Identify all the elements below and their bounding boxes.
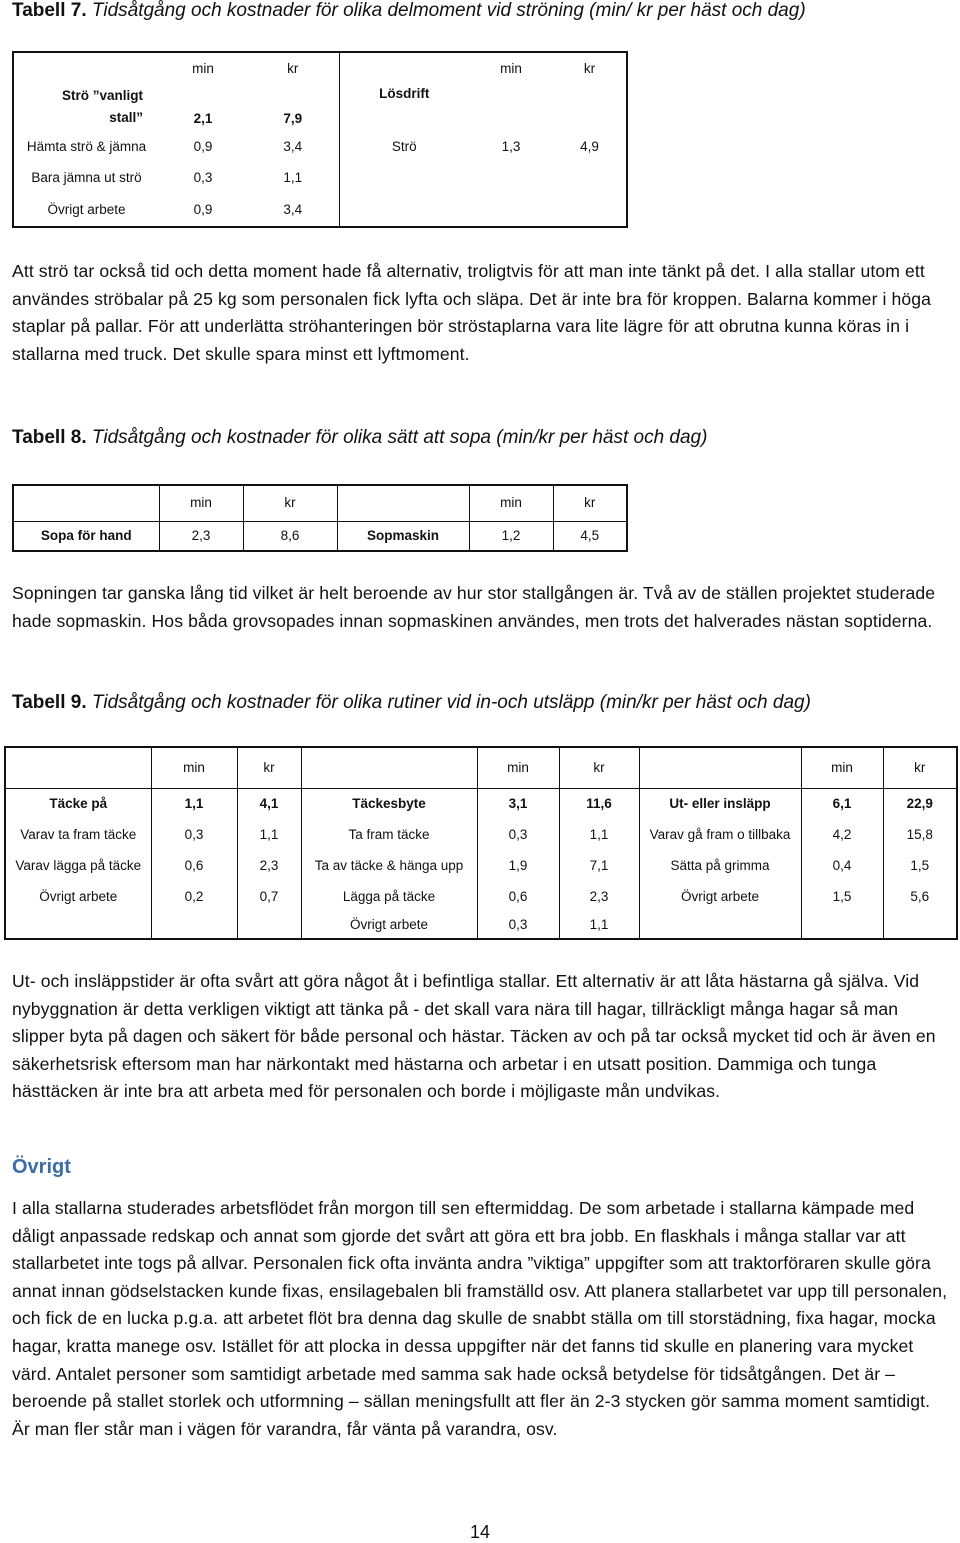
paragraph-3-text: Ut- och insläppstider är ofta svårt att göra något åt i befintliga stallar. Ett alternativ är att låta hästarna gå själva. Vid nybyggnation är detta verkligen viktigt att tänka på - det skall vara nära till hagar, tillräckligt många hagar så man slipper byta på dagen och säkert för både personal och hästar. Täcken av och på tar också mycket tid och är även en säkerhetsrisk eftersom man har närkontakt med hästarna och arbetar i en utsatt position. Dammiga och tunga hästtäcken är inte bra att arbeta med för personalen och borde i möjligaste mån undvikas. [12, 971, 936, 1102]
t9-header-kr: kr [883, 747, 957, 788]
table7-caption-number: Tabell 7. [12, 0, 87, 21]
t9-cell-min: 0,3 [477, 912, 559, 939]
table9-caption-number: Tabell 9. [12, 692, 87, 713]
t7-stall-title-line1: Strö ”vanligt [61, 88, 143, 104]
t9-cell-kr: 1,1 [237, 819, 301, 850]
t9-cell-min: 6,1 [801, 788, 883, 819]
t9-cell-min: 3,1 [477, 788, 559, 819]
paragraph-4 [12, 1195, 948, 1443]
t9-cell-label: Lägga på täcke [301, 881, 477, 912]
t8-header-min: min [159, 485, 243, 521]
t9-cell-kr: 5,6 [910, 888, 930, 904]
t9-tackesbyte: Täckesbyte [301, 788, 477, 819]
paragraph-3 [12, 968, 948, 1106]
t9-cell-min: 0,4 [801, 850, 883, 881]
t9-cell-min: 0,6 [477, 881, 559, 912]
section-heading: Övrigt [12, 1156, 71, 1178]
t9-cell-min: 1,5 [801, 881, 883, 912]
t7-row-kr: 3,4 [247, 194, 339, 227]
paragraph-2-text: Sopningen tar ganska lång tid vilket är helt beroende av hur stor stallgången är. Två av de ställen projektet studerade hade sopmaskin. Hos båda grovsopades innan sopmaskinen användes, men trots det halverades nästan soptiderna. [12, 583, 936, 631]
t7-row-label: Hämta strö & jämna [26, 138, 147, 154]
table9-caption [12, 692, 811, 714]
t7-header-kr-right: kr [583, 60, 596, 76]
t9-cell-min: 1,9 [477, 850, 559, 881]
t9-cell-kr: 4,1 [237, 788, 301, 819]
t9-cell-kr: 0,7 [237, 881, 301, 912]
t9-cell-label: Övrigt arbete [301, 912, 477, 939]
t8-header-kr: kr [243, 485, 337, 521]
t9-cell-min: 0,6 [151, 850, 237, 881]
t8-sopa-for-hand: Sopa för hand [13, 521, 159, 551]
t7-row-kr: 3,4 [247, 130, 339, 162]
t7-row-label: Bara jämna ut strö [31, 170, 142, 186]
t9-cell-kr: 1,1 [559, 912, 639, 939]
t8-header-min-right: min [469, 485, 553, 521]
table8 [12, 484, 628, 552]
t9-cell-label: Ta fram täcke [301, 819, 477, 850]
table8-caption [12, 427, 707, 449]
t9-cell-label: Övrigt arbete [639, 881, 801, 912]
table8-caption-number: Tabell 8. [12, 427, 87, 448]
t9-cell-min: 1,1 [151, 788, 237, 819]
table7-caption [12, 0, 806, 22]
t9-cell-label: Ta av täcke & hänga upp [301, 850, 477, 881]
t9-cell-kr: 15,8 [906, 826, 933, 842]
t7-right-row-min: 1,3 [501, 138, 521, 154]
t9-cell-kr: 11,6 [559, 788, 639, 819]
t9-header-min: min [801, 747, 883, 788]
t8-header-kr-right: kr [553, 485, 627, 521]
t9-header-min: min [477, 747, 559, 788]
table8-caption-text: Tidsåtgång och kostnader för olika sätt att sopa (min/kr per häst och dag) [86, 427, 708, 448]
t9-header-kr: kr [559, 747, 639, 788]
t9-cell-label: Övrigt arbete [5, 881, 151, 912]
t9-cell-kr: 7,1 [559, 850, 639, 881]
t9-cell-min: 0,3 [477, 819, 559, 850]
t9-cell-min: 0,3 [151, 819, 237, 850]
t7-row-min: 0,9 [193, 201, 213, 217]
t7-stall-min: 2,1 [193, 111, 213, 127]
t9-cell-kr: 1,1 [559, 819, 639, 850]
paragraph-4-text: I alla stallarna studerades arbetsflödet från morgon till sen eftermiddag. De som arbetade i stallarna kämpade med dåligt anpassade redskap och annat som gjorde det svårt att göra ett bra jobb. En flaskhals i många stallar var att stallarbetet inte togs på allvar. Personalen fick ofta invänta andra ”viktiga” uppgifter som att traktorföraren skulle göra annat innan gödselstacken kunde fixas, ensilagebalen bli framställd osv. Att planera stallarbetet var upp till personalen, och fick de en lucka p.g.a. att arbetet flöt bra denna dag skulle de snabbt ställa om till storstädning, fixa hagar, mocka hagar, kratta manege osv. Istället för att plocka in dessa uppgifter när det fanns tid skulle en planering vara mycket värd. Antalet personer som samtidigt arbetade med samma sak hade också betydelse för tidsåtgången. Det är – beroende på stallet storlek och utformning – sällan meningsfullt att fler än 2-3 stycken gör samma moment samtidigt. Är man fler står man i vägen för varandra, får vänta på varandra, osv. [12, 1198, 948, 1439]
t7-losdrift-title: Lösdrift [379, 86, 430, 102]
t7-row-min: 0,3 [193, 170, 213, 186]
t9-cell-min: 4,2 [801, 819, 883, 850]
table9-caption-text: Tidsåtgång och kostnader för olika rutiner vid in-och utsläpp (min/kr per häst och dag) [86, 692, 811, 713]
t8-right-kr: 4,5 [580, 527, 600, 543]
t9-cell-label: Varav gå fram o tillbaka [639, 819, 801, 850]
t8-left-min: 2,3 [159, 521, 243, 551]
t7-header-min: min [192, 60, 214, 76]
t9-ut-eller-inslapp: Ut- eller insläpp [639, 788, 801, 819]
t7-row-label: Övrigt arbete [47, 201, 126, 217]
t9-cell-label: Sätta på grimma [639, 850, 801, 881]
t7-header-min-right: min [500, 60, 522, 76]
t8-left-kr: 8,6 [243, 521, 337, 551]
t9-header-kr: kr [237, 747, 301, 788]
t7-row-min: 0,9 [193, 138, 213, 154]
t9-tacke-pa: Täcke på [5, 788, 151, 819]
t7-right-row-kr: 4,9 [580, 138, 599, 154]
t9-cell-kr: 2,3 [559, 881, 639, 912]
t8-sopmaskin: Sopmaskin [337, 521, 469, 551]
t9-cell-kr: 22,9 [906, 795, 933, 811]
t7-stall-title-line2: stall” [109, 110, 143, 126]
t7-right-row-label: Strö [391, 138, 417, 154]
t9-cell-min: 0,2 [151, 881, 237, 912]
t8-right-min: 1,2 [469, 521, 553, 551]
t7-row-kr: 1,1 [247, 163, 339, 194]
t9-cell-kr: 2,3 [237, 850, 301, 881]
t7-stall-kr: 7,9 [247, 84, 339, 130]
t9-header-min: min [151, 747, 237, 788]
t9-cell-label: Varav lägga på täcke [5, 850, 151, 881]
t7-header-kr: kr [247, 52, 339, 84]
table7 [12, 51, 628, 228]
page-number: 14 [469, 1522, 491, 1542]
table7-caption-text: Tidsåtgång och kostnader för olika delmoment vid ströning (min/ kr per häst och dag) [86, 0, 806, 21]
table9 [4, 746, 958, 940]
t9-cell-kr: 1,5 [910, 857, 930, 873]
paragraph-2 [12, 580, 948, 635]
t9-cell-label: Varav ta fram täcke [5, 819, 151, 850]
t7-stall-title [13, 84, 159, 130]
paragraph-1-text: Att strö tar också tid och detta moment hade få alternativ, troligtvis för att man inte tänkt på det. I alla stallar utom ett användes ströbalar på 25 kg som personalen fick lyfta och släpa. Det är inte bra för kroppen. Balarna kommer i höga staplar på pallar. För att underlätta ströhanteringen bör ströstaplarna vara lite lägre för att obrutna kunna köras in i stallarna med truck. Det skulle spara minst ett lyftmoment. [12, 261, 932, 364]
paragraph-1 [12, 258, 948, 368]
